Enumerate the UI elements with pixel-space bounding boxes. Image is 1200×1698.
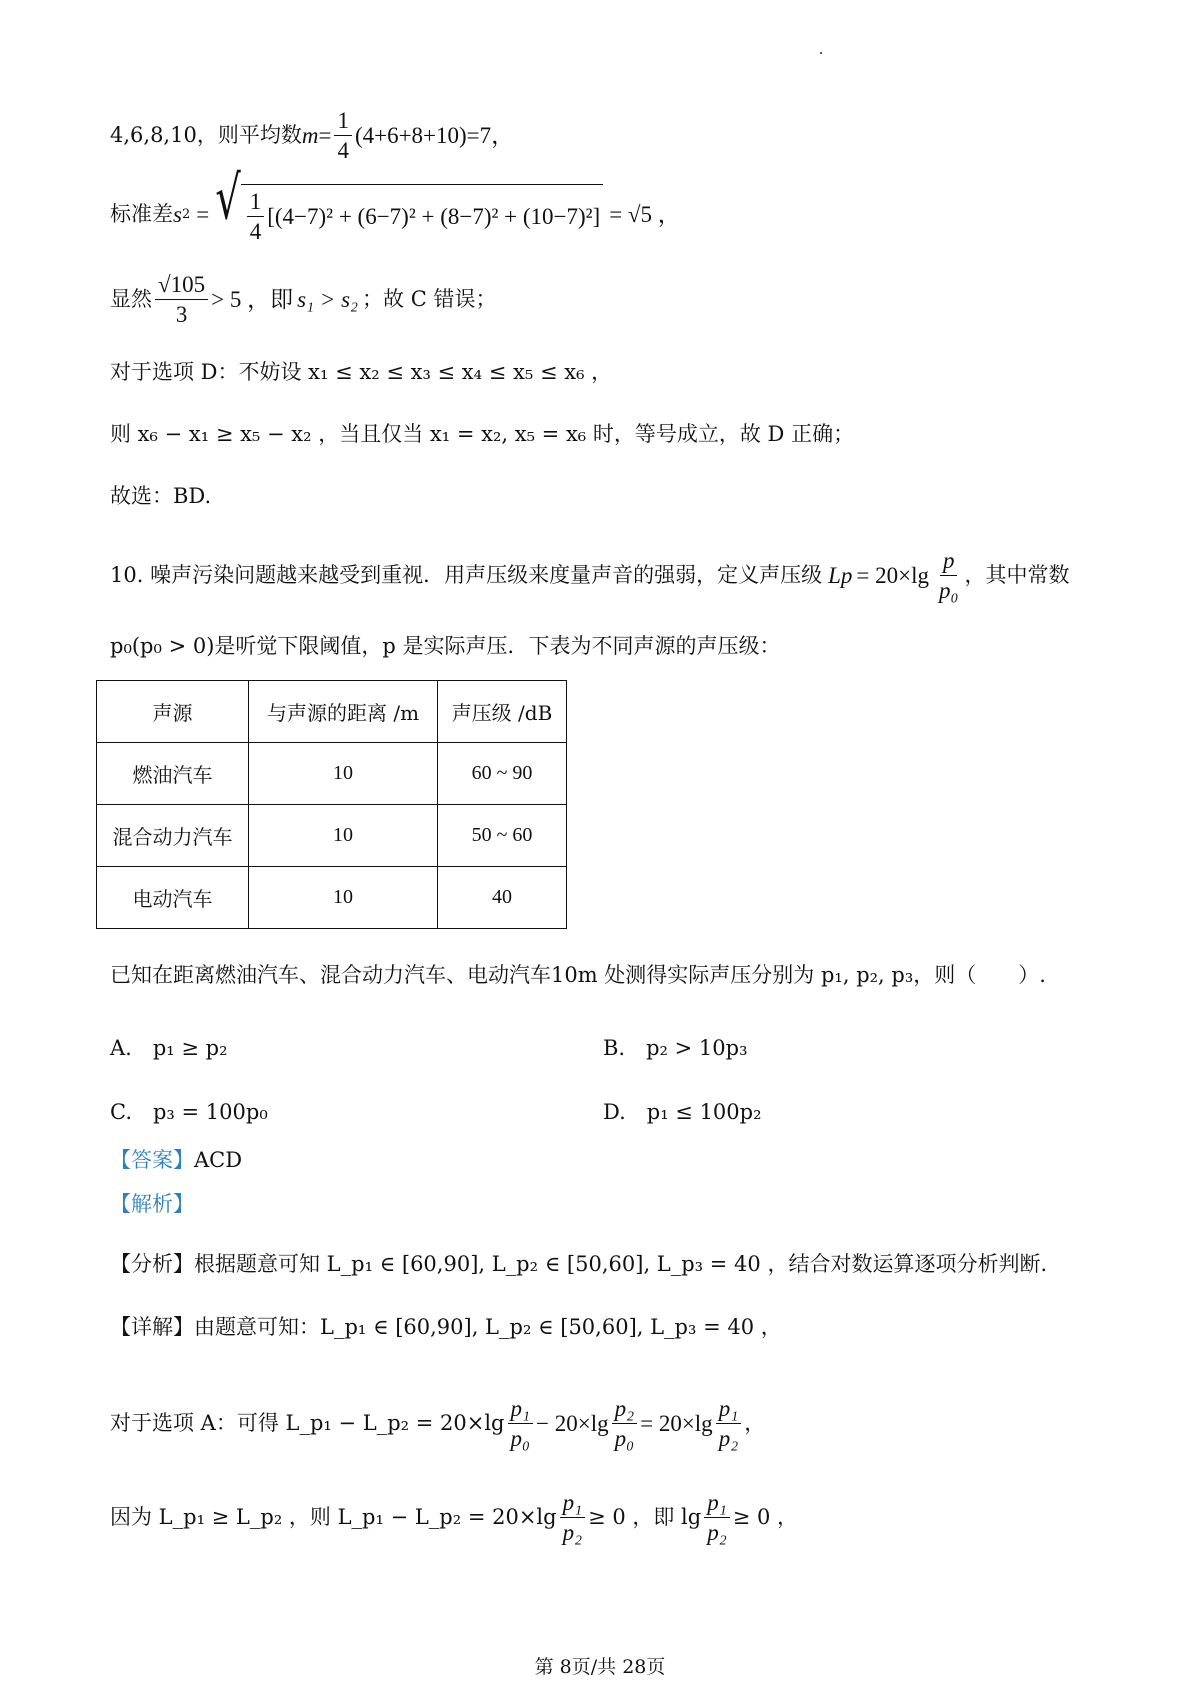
table-header-row [97, 681, 567, 743]
page-footer: 第 8页/共 28页 [534, 1656, 666, 1678]
fraction-denominator: p₀ [938, 578, 959, 604]
compare-line [110, 272, 496, 328]
option-d-analysis: 对于选项 D：不妨设 x₁ ≤ x₂ ≤ x₃ ≤ x₄ ≤ x₅ ≤ x₆ ， [110, 360, 613, 384]
spl-var: L [828, 563, 841, 589]
option-d-conclusion: 则 x₆ − x₁ ≥ x₅ − x₂ ，当且仅当 x₁ = x₂, x₅ = x₆ 时，等号成立，故 D 正确； [110, 422, 855, 446]
ratio-fraction [716, 1396, 742, 1452]
radical-sign: √ [215, 164, 241, 234]
fraction-numerator: p₁ [704, 1490, 730, 1518]
std-result: = √5 ， [609, 201, 681, 227]
mean-eq: = [318, 123, 332, 149]
fraction-numerator: p₁ [508, 1396, 534, 1424]
question-10-tail: ，其中常数 [964, 563, 1070, 588]
xiangjie-line [110, 1317, 782, 1338]
table-cell: 10 [249, 867, 438, 929]
choice-bd: 故选：BD. [110, 484, 212, 508]
option-a-derivation [110, 1396, 765, 1452]
fraction-denominator: p₀ [510, 1426, 530, 1452]
spl-subscript: p [840, 563, 853, 589]
fraction-denominator: 4 [337, 138, 349, 164]
fraction-denominator: p₂ [562, 1520, 583, 1546]
radicand [241, 184, 603, 245]
question-10-text: 10. 噪声污染问题越来越受到重视．用声压级来度量声音的强弱，定义声压级 [110, 563, 823, 588]
std-var: s [173, 201, 182, 227]
table-cell: 10 [249, 805, 438, 867]
option-b: B. p₂ > 10p₃ [603, 1036, 748, 1060]
table-header: 声压级 /dB [438, 681, 567, 743]
fraction-numerator: p₁ [716, 1396, 742, 1424]
option-c: C. p₃ = 100p₀ [110, 1100, 268, 1124]
table-header: 与声源的距离 /m [249, 681, 438, 743]
derivation-eq: = 20×lg [640, 1411, 713, 1437]
compare-gt: > 5 ，即 [211, 287, 294, 313]
inequality-mid: ≥ 0 ，即 lg [588, 1505, 702, 1530]
sound-source-table [96, 680, 567, 929]
fraction-numerator: p [940, 548, 958, 576]
table-cell: 40 [438, 867, 567, 929]
fraction-denominator: p₂ [707, 1520, 727, 1546]
mean-expression: (4+6+8+10)=7， [354, 123, 515, 149]
table-cell: 60 ~ 90 [438, 743, 567, 805]
ratio-fraction [612, 1396, 638, 1452]
inequality-end: ≥ 0 ， [732, 1505, 799, 1530]
question-10-line [110, 548, 1069, 604]
table-cell: 50 ~ 60 [438, 805, 567, 867]
table-cell: 10 [249, 743, 438, 805]
mean-text: 4,6,8,10，则平均数 [110, 123, 302, 148]
table-row [97, 867, 567, 929]
fraction-denominator: 4 [249, 219, 262, 245]
std-sum: [(4−7)² + (6−7)² + (8−7)² + (10−7)²] [267, 204, 601, 230]
compare-conclusion: ；故 C 错误； [362, 287, 497, 312]
option-a: A. p₁ ≥ p₂ [110, 1036, 228, 1060]
mean-fraction [334, 108, 352, 164]
answer-tag: 【答案】 [110, 1148, 194, 1172]
spl-fraction [936, 548, 962, 604]
compare-s: s₁ > s₂ [297, 287, 359, 313]
fraction-denominator: p₀ [614, 1426, 635, 1452]
fraction-numerator: 1 [247, 189, 265, 217]
table-row [97, 805, 567, 867]
std-sqrt [215, 164, 603, 245]
table-row [97, 743, 567, 805]
fraction-numerator: 1 [334, 108, 352, 136]
ratio-fraction [704, 1490, 730, 1546]
std-label: 标准差 [110, 201, 173, 226]
mean-var: m [301, 123, 319, 149]
fenxi-tag: 【分析】 [110, 1252, 194, 1276]
fraction-numerator: √105 [155, 272, 208, 300]
derivation-minus: − 20×lg [536, 1411, 609, 1437]
mean-line [110, 108, 514, 164]
spl-eq: = 20×lg [856, 563, 929, 589]
table-header: 声源 [97, 681, 249, 743]
xiangjie-tag: 【详解】 [110, 1315, 194, 1339]
fraction-denominator: p₂ [718, 1426, 739, 1452]
analysis-tag: 【解析】 [110, 1192, 194, 1216]
ratio-fraction [560, 1490, 586, 1546]
derivation-end: ， [744, 1411, 766, 1436]
question-10-ask: 已知在距离燃油汽车、混合动力汽车、电动汽车10m 处测得实际声压分别为 p₁, p₂, p₃，则（ ）. [110, 963, 1046, 987]
fenxi-text: 根据题意可知 L_p₁ ∈ [60,90], L_p₂ ∈ [50,60], L_p₃ = 40 ，结合对数运算逐项分析判断. [194, 1252, 1048, 1276]
fraction-numerator: p₁ [560, 1490, 586, 1518]
std-eq: = [196, 201, 210, 227]
fraction-numerator: p₂ [612, 1396, 638, 1424]
table-cell: 燃油汽车 [97, 743, 249, 805]
option-a-inequality [110, 1490, 798, 1546]
std-subscript: 2 [181, 206, 191, 222]
answer-value: ACD [194, 1148, 243, 1172]
answer-line [110, 1150, 242, 1171]
inequality-text: 因为 L_p₁ ≥ L_p₂ ，则 L_p₁ − L_p₂ = 20×lg [110, 1505, 557, 1530]
option-d: D. p₁ ≤ 100p₂ [603, 1100, 762, 1124]
compare-fraction [155, 272, 208, 328]
stray-dot [820, 52, 822, 54]
table-cell: 电动汽车 [97, 867, 249, 929]
question-10-line2: p₀(p₀ > 0)是听觉下限阈值，p 是实际声压．下表为不同声源的声压级： [110, 634, 781, 658]
xiangjie-text: 由题意可知：L_p₁ ∈ [60,90], L_p₂ ∈ [50,60], L_p₃ = 40 ， [194, 1315, 782, 1339]
fraction-denominator: 3 [175, 302, 188, 328]
derivation-text: 对于选项 A：可得 L_p₁ − L_p₂ = 20×lg [110, 1411, 505, 1436]
table-cell: 混合动力汽车 [97, 805, 249, 867]
compare-text: 显然 [110, 287, 152, 312]
analysis-line [110, 1194, 194, 1215]
ratio-fraction [508, 1396, 534, 1452]
std-line [110, 164, 681, 245]
fenxi-line [110, 1254, 1047, 1275]
std-fraction [247, 189, 265, 245]
